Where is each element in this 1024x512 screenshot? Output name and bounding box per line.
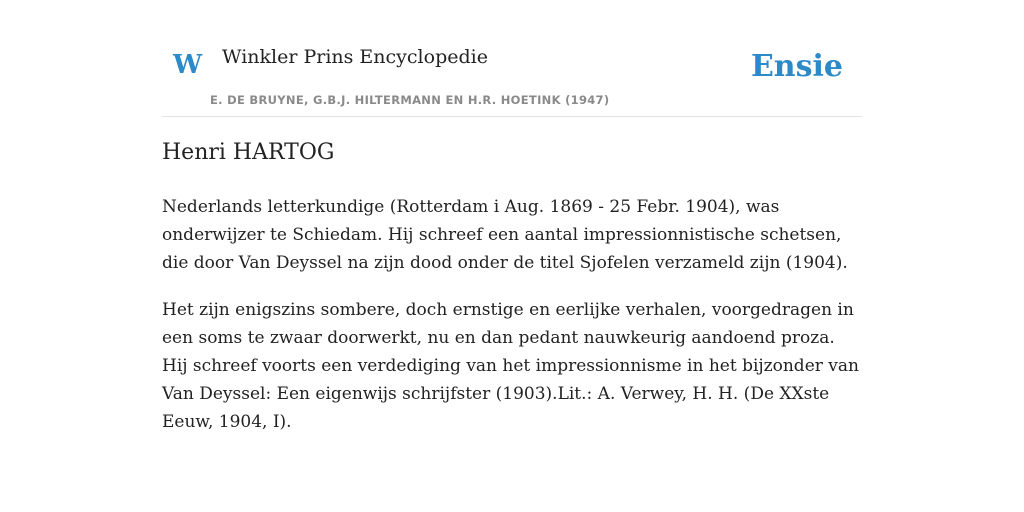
article-title: Henri HARTOG (162, 140, 335, 165)
ensie-logo[interactable]: Ensie (750, 49, 843, 84)
article-paragraph: Nederlands letterkundige (Rotterdam i Aug. 1869 - 25 Febr. 1904), was onderwijzer te Schiedam. Hij schreef een aantal impressionnistische schetsen, die door Van Deyssel na zijn dood onder de titel Sjofelen verzameld zijn (1904). (162, 196, 848, 273)
article (162, 138, 862, 436)
winkler-prins-logo[interactable]: W (173, 50, 203, 80)
source-title[interactable]: Winkler Prins Encyclopedie (222, 46, 488, 68)
source-header (162, 0, 862, 117)
article-paragraph: Het zijn enigszins sombere, doch ernstige en eerlijke verhalen, voorgedragen in een soms te zwaar doorwerkt, nu en dan pedant nauwkeurig aandoend proza. Hij schreef voorts een verdediging van het impressionnisme in het bijzonder van Van Deyssel: Een eigenwijs schrijfster (1903).Lit.: A. Verwey, H. H. (De XXste Eeuw, 1904, I). (162, 299, 859, 432)
source-authors: E. DE BRUYNE, G.B.J. HILTERMANN EN H.R. HOETINK (1947) (210, 93, 610, 107)
